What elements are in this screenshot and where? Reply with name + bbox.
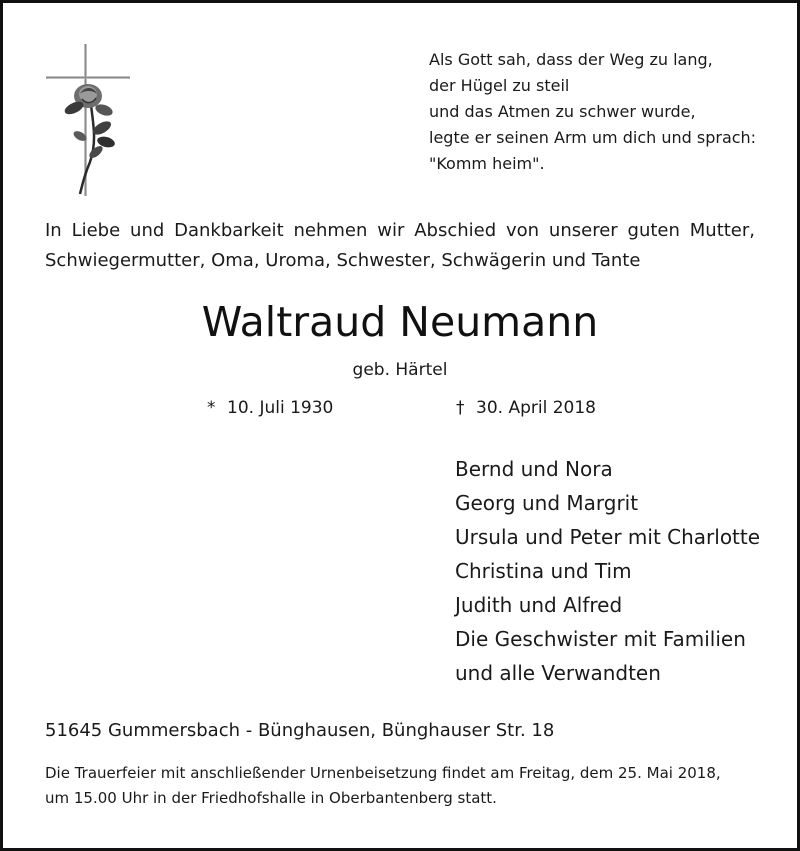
poem-line: und das Atmen zu schwer wurde, (429, 102, 696, 121)
birth-date-text: 10. Juli 1930 (227, 398, 334, 418)
deceased-name: Waltraud Neumann (201, 298, 599, 346)
death-date (456, 395, 596, 421)
poem-line: der Hügel zu steil (429, 76, 570, 95)
service-info (45, 761, 765, 811)
list-item: und alle Verwandten (455, 661, 661, 685)
list-item: Bernd und Nora (455, 457, 613, 481)
cross-with-rose-icon (46, 44, 130, 196)
dagger-icon: † (456, 398, 465, 418)
intro-line: Schwiegermutter, Oma, Uroma, Schwester, Schwägerin und Tante (45, 250, 641, 271)
poem-line: Als Gott sah, dass der Weg zu lang, (429, 50, 713, 69)
poem (429, 47, 769, 177)
birth-date (207, 395, 333, 421)
address: 51645 Gummersbach - Bünghausen, Bünghauser Str. 18 (45, 720, 555, 741)
list-item: Georg und Margrit (455, 491, 639, 515)
list-item: Christina und Tim (455, 559, 632, 583)
poem-line: legte er seinen Arm um dich und sprach: (429, 128, 757, 147)
intro-line: In Liebe und Dankbarkeit nehmen wir Abschied von unserer guten Mutter, (45, 220, 755, 241)
death-date-text: 30. April 2018 (476, 398, 596, 418)
mourners-list (455, 452, 760, 690)
birth-name: geb. Härtel (352, 360, 448, 380)
list-item: Ursula und Peter mit Charlotte (455, 525, 761, 549)
intro-text (45, 216, 755, 276)
poem-line: "Komm heim". (429, 154, 545, 173)
list-item: Die Geschwister mit Familien (455, 627, 746, 651)
list-item: Judith und Alfred (455, 593, 623, 617)
star-icon: * (207, 398, 216, 418)
service-line: Die Trauerfeier mit anschließender Urnenbeisetzung findet am Freitag, dem 25. Mai 2018, (45, 764, 721, 782)
service-line: um 15.00 Uhr in der Friedhofshalle in Oberbantenberg statt. (45, 789, 497, 807)
